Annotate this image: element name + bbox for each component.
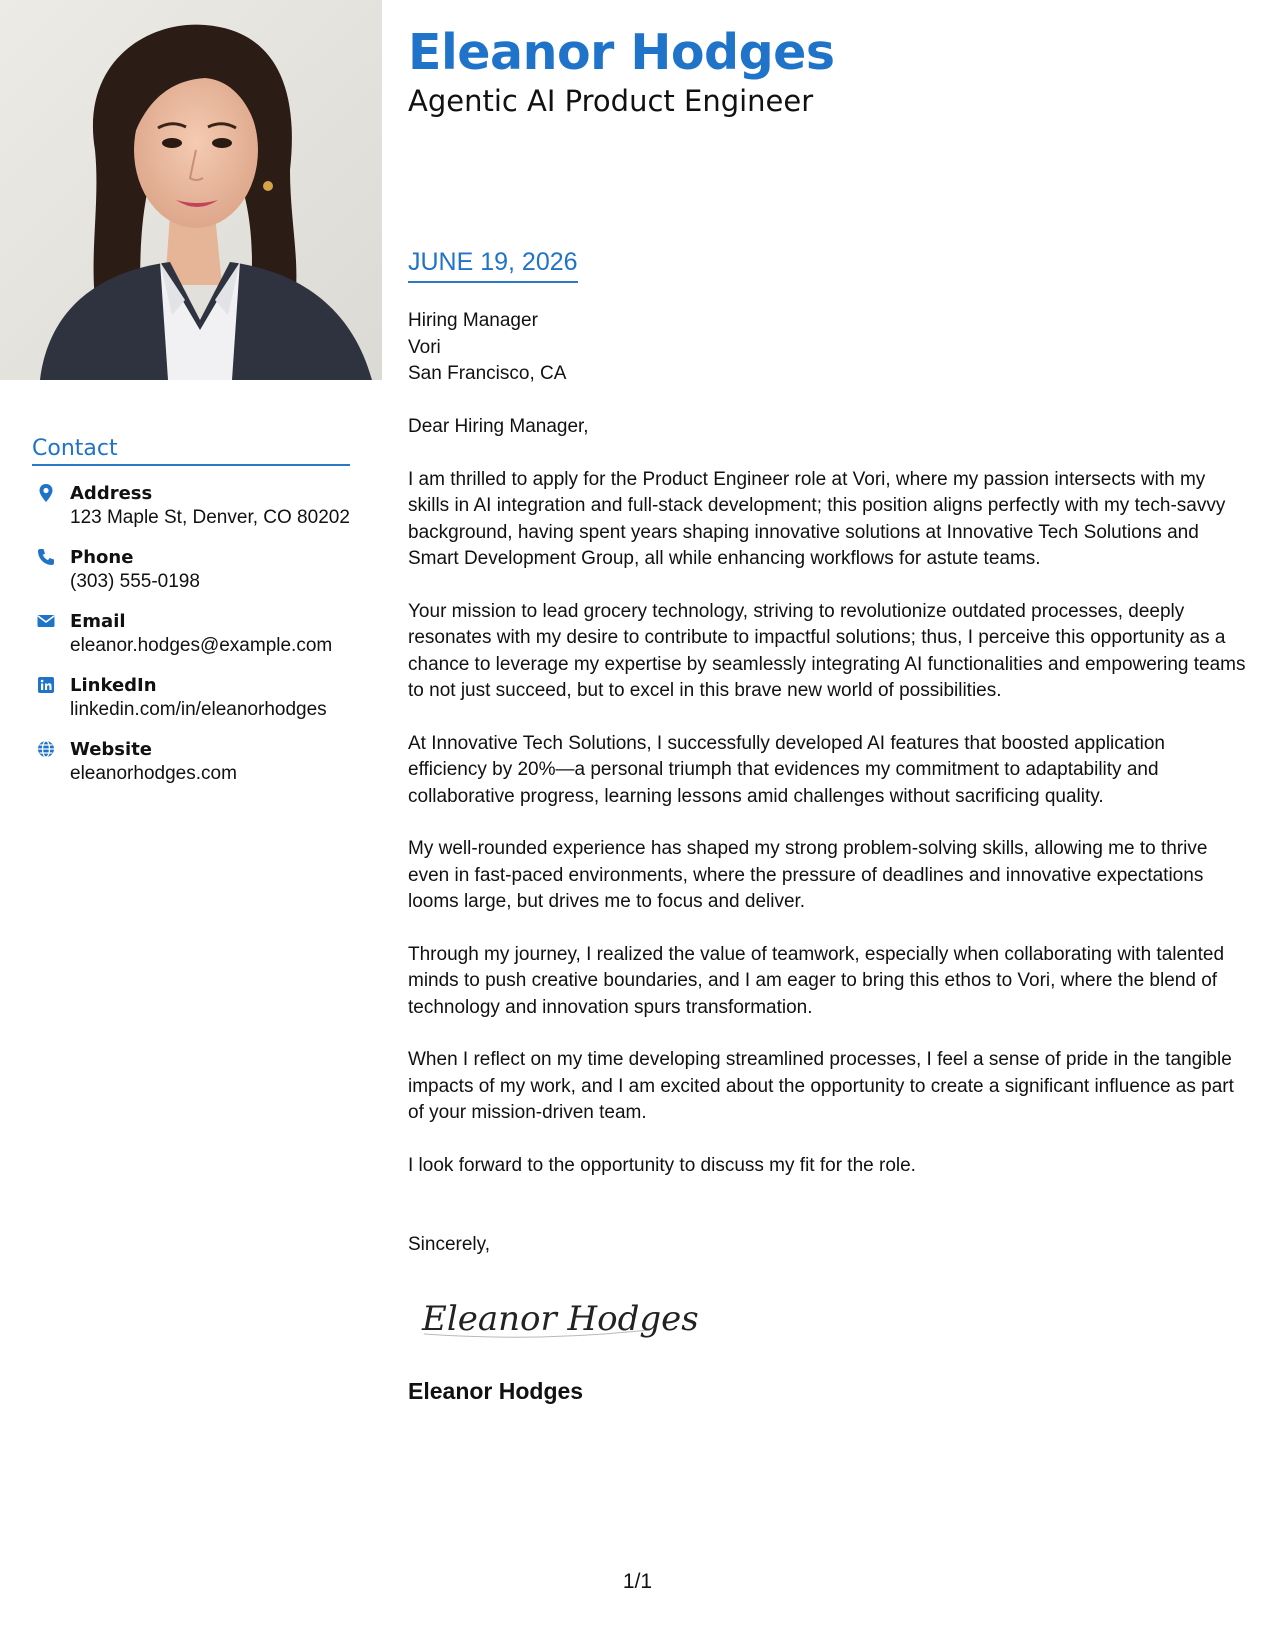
contact-label: LinkedIn (70, 675, 157, 696)
signed-name: Eleanor Hodges (408, 1378, 584, 1404)
contact-label: Website (70, 739, 153, 760)
salutation: Dear Hiring Manager, (408, 416, 589, 437)
phone-value: (303) 555-0198 (70, 571, 200, 592)
contact-label: Phone (70, 547, 134, 568)
phone-icon (36, 547, 56, 567)
paragraph: I am thrilled to apply for the Product Engineer role at Vori, where my passion intersects with my skills in AI integration and full-stack development; this position aligns perfectly with my tech-savvy background, having spent years shaping innovative solutions at Innovative Tech Solutions and Smart Development Group, all while enhancing workflows for astute teams. (408, 468, 1226, 569)
contact-linkedin (32, 674, 350, 722)
paragraph: My well-rounded experience has shaped my strong problem-solving skills, allowing me to thrive even in fast-paced environments, where the pressure of deadlines and innovative expectations looms large, but drives me to focus and deliver. (408, 838, 1208, 912)
recipient-line: Hiring Manager (408, 310, 538, 331)
page-number: 1/1 (622, 1570, 653, 1593)
map-pin-icon (36, 483, 56, 503)
contact-label: Email (70, 611, 126, 632)
contact-heading: Contact (32, 436, 350, 466)
recipient-line: San Francisco, CA (408, 363, 567, 384)
handwritten-signature (418, 1290, 699, 1351)
contact-phone (32, 546, 350, 594)
contact-website (32, 738, 350, 786)
letter-date: JUNE 19, 2026 (408, 248, 578, 283)
paragraph: I look forward to the opportunity to discuss my fit for the role. (408, 1154, 916, 1176)
profile-photo (0, 0, 382, 380)
contact-address (32, 482, 350, 530)
globe-icon (36, 739, 56, 759)
letter-content (408, 414, 1248, 1205)
recipient-line: Vori (408, 336, 441, 358)
website-value: eleanorhodges.com (70, 763, 237, 784)
signature-image (418, 1290, 699, 1346)
candidate-name: Eleanor Hodges (408, 24, 835, 81)
linkedin-icon (36, 675, 56, 695)
paragraph: When I reflect on my time developing streamlined processes, I feel a sense of pride in the tangible impacts of my work, and I am excited about the opportunity to create a significant influence as part of your mission-driven team. (408, 1049, 1234, 1123)
paragraph: Through my journey, I realized the value of teamwork, especially when collaborating with talented minds to push creative boundaries, and I am eager to bring this ethos to Vori, where the blend of technology and innovation spurs transformation. (408, 943, 1225, 1018)
contact-section (32, 436, 350, 786)
address-value: 123 Maple St, Denver, CO 80202 (70, 507, 350, 528)
recipient-block (408, 308, 566, 388)
linkedin-value: linkedin.com/in/eleanorhodges (70, 699, 327, 720)
signature-glyphs: Eleanor Hodges (422, 1299, 699, 1339)
email-value: eleanor.hodges@example.com (70, 635, 333, 656)
paragraph: At Innovative Tech Solutions, I successfully developed AI features that boosted application efficiency by 20%—a personal triumph that evidences my commitment to adaptability and collaborative progress, learning lessons amid challenges without sacrificing quality. (408, 732, 1165, 807)
paragraph: Your mission to lead grocery technology, striving to revolutionize outdated processes, deeply resonates with my desire to contribute to impactful solutions; thus, I perceive this opportunity as a chance to leverage my expertise by seamlessly integrating AI functionalities and empowering teams to not just succeed, but to excel in this brave new world of possibilities. (408, 600, 1246, 701)
sidebar (0, 0, 382, 1650)
candidate-title: Agentic AI Product Engineer (408, 84, 814, 118)
contact-label: Address (70, 483, 153, 504)
closing: Sincerely, (408, 1234, 491, 1255)
portrait-illustration (0, 0, 382, 380)
envelope-icon (36, 611, 56, 631)
contact-email (32, 610, 350, 658)
